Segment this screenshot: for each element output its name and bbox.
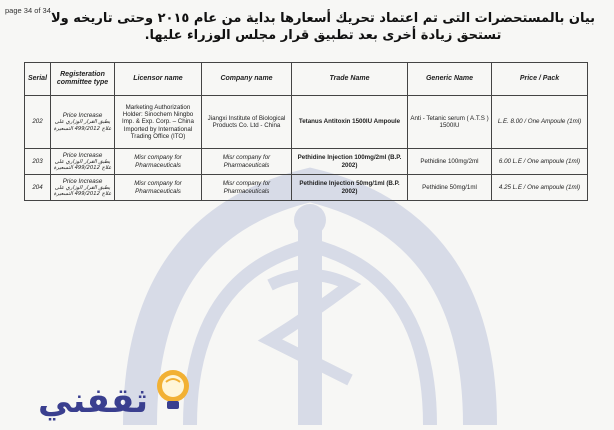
cell-trade-name: Pethidine Injection 50mg/1ml (B.P. 2002)	[292, 175, 408, 201]
table-header-row	[25, 63, 588, 96]
document-title: بيان بالمستحضرات التى تم اعتماد تحريك أسعارها بداية من عام ٢٠١٥ وحتى تاريخه ولا تستحق زيادة أخرى بعد تطبيق قرار مجلس الوزراء عليها.	[50, 11, 596, 43]
cell-company: Misr company for Pharmaceuticals	[202, 149, 292, 175]
cell-trade-name: Pethidine Injection 100mg/2ml (B.P. 2002)	[292, 149, 408, 175]
table-row	[25, 96, 588, 149]
cell-price: 4.25 L.E / One ampoule (1ml)	[492, 175, 588, 201]
cell-price: L.E. 8.00 / One Ampoule (1ml)	[492, 96, 588, 149]
cell-committee	[51, 96, 115, 149]
col-header-licensor: Licensor name	[115, 63, 202, 96]
cell-serial: 202	[25, 96, 51, 149]
committee-note-ar: يطبق القرار الوزاري على علاج 499/2012 التسعيرة	[53, 158, 112, 172]
cell-trade-name: Tetanus Antitoxin 1500IU Ampoule	[292, 96, 408, 149]
col-header-generic: Generic Name	[408, 63, 492, 96]
committee-label: Price Increase	[62, 177, 103, 185]
cell-company: Jiangxi Institute of Biological Products Co. Ltd - China	[202, 96, 292, 149]
cell-price: 6.00 L.E / One ampoule (1ml)	[492, 149, 588, 175]
cell-serial: 203	[25, 149, 51, 175]
cell-licensor: Misr company for Pharmaceuticals	[115, 149, 202, 175]
table-row	[25, 175, 588, 201]
cell-licensor: Marketing Authorization Holder: Sinochem Ningbo Imp. & Exp. Corp. – China Imported by International Trading Office (ITO)	[115, 96, 202, 149]
cell-company: Misr company for Pharmaceuticals	[202, 175, 292, 201]
col-header-company: Company name	[202, 63, 292, 96]
committee-note-ar: يطبق القرار الوزاري على علاج 499/2012 التسعيرة	[53, 119, 112, 132]
lightbulb-icon	[157, 370, 189, 409]
cell-committee	[51, 149, 115, 175]
col-header-price: Price / Pack	[492, 63, 588, 96]
col-header-serial: Serial	[25, 63, 51, 96]
cell-generic-name: Pethidine 50mg/1ml	[408, 175, 492, 201]
cell-committee	[51, 175, 115, 201]
table-row	[25, 149, 588, 175]
pricing-table	[24, 62, 588, 201]
page-number: page 34 of 34	[5, 6, 51, 15]
site-logo	[10, 362, 200, 426]
col-header-trade: Trade Name	[292, 63, 408, 96]
cell-licensor: Misr company for Pharmaceuticals	[115, 175, 202, 201]
logo-text: ثقفني	[38, 381, 148, 421]
col-header-committee: Registeration committee type	[51, 63, 115, 96]
committee-label: Price Increase	[62, 151, 103, 159]
cell-generic-name: Anti - Tetanic serum ( A.T.S ) 1500IU	[408, 96, 492, 149]
committee-note-ar: يطبق القرار الوزاري على علاج 499/2012 التسعيرة	[53, 184, 112, 198]
cell-serial: 204	[25, 175, 51, 201]
committee-label: Price Increase	[62, 112, 103, 120]
cell-generic-name: Pethidine 100mg/2ml	[408, 149, 492, 175]
